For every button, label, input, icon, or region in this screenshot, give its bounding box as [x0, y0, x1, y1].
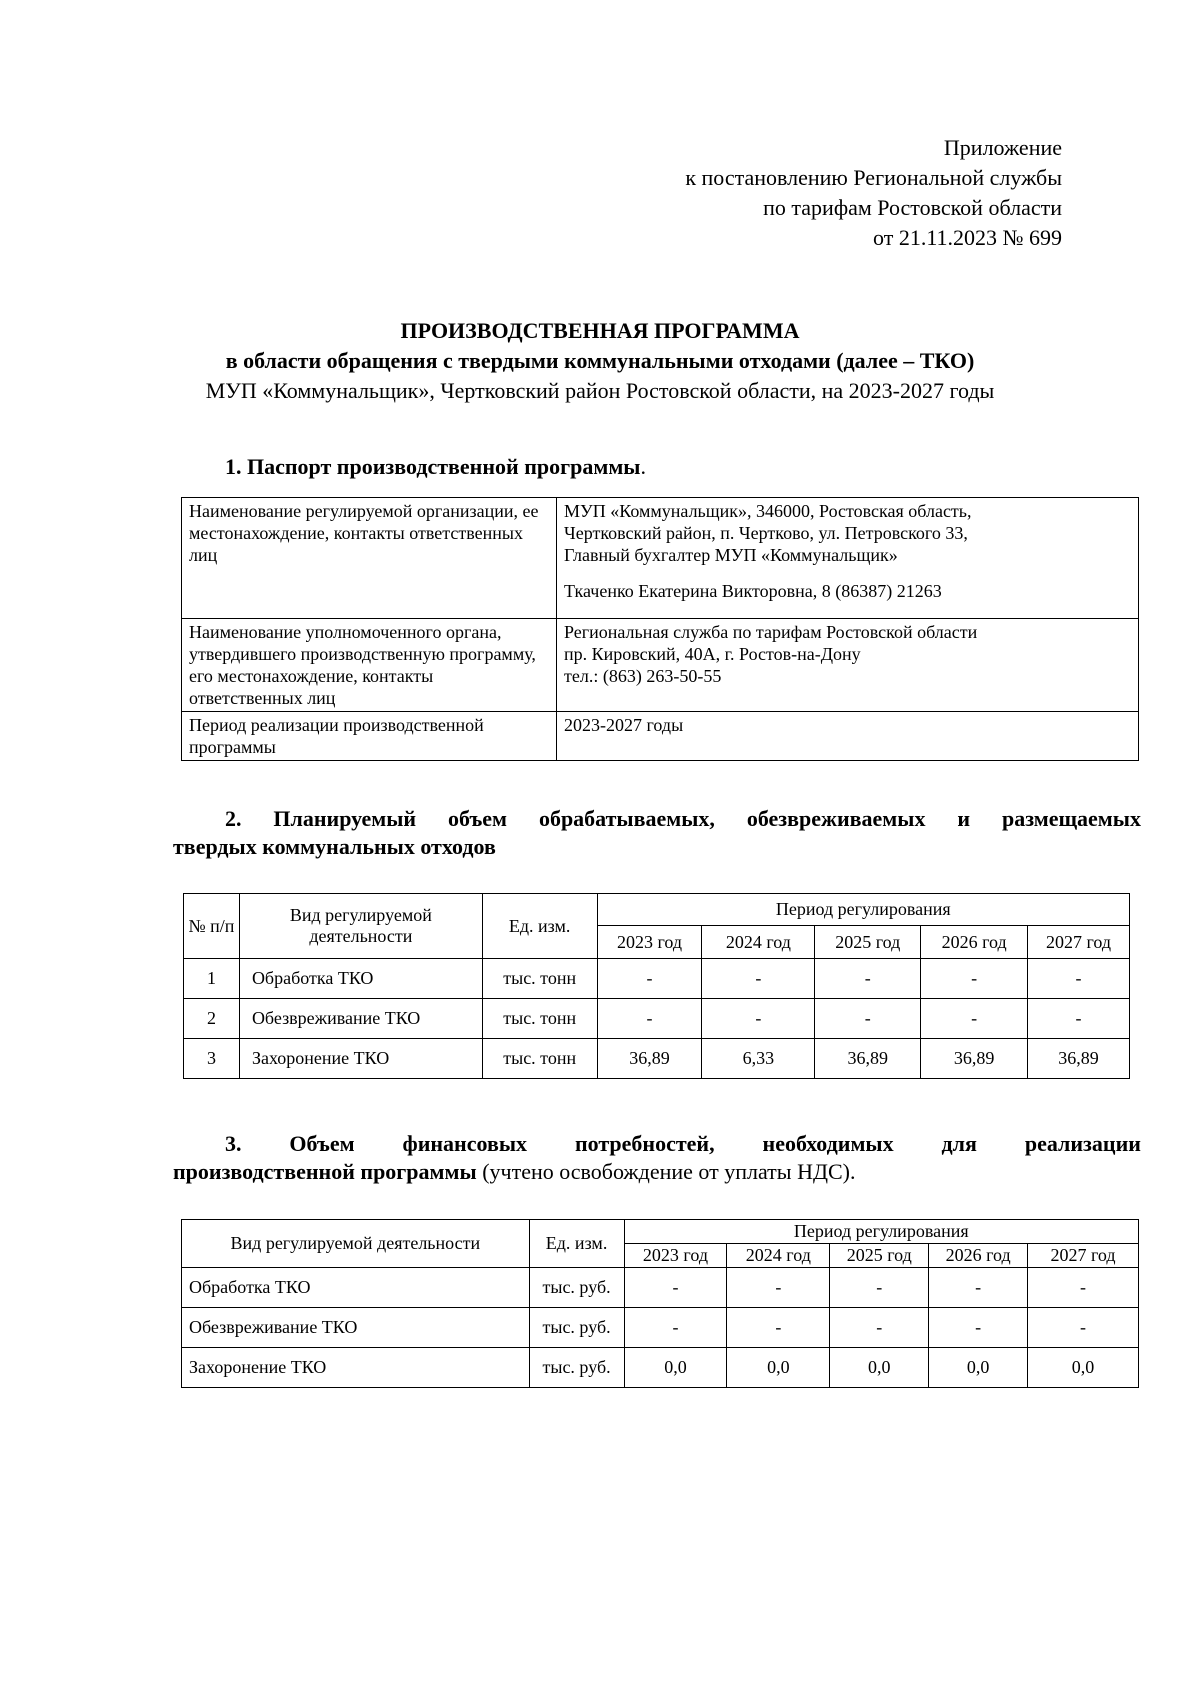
row-value: - [921, 959, 1028, 999]
row-value: - [1028, 1308, 1139, 1348]
passport-label: Наименование уполномоченного органа, утвердившего производственную программу, его местонахождение, контакты ответственных лиц [182, 619, 557, 712]
heading-rest-part: (учтено освобождение от уплаты НДС). [476, 1159, 856, 1184]
col-unit-header: Ед. изм. [482, 894, 597, 959]
row-activity: Захоронение ТКО [182, 1348, 530, 1388]
table-row [184, 1039, 1130, 1079]
year-header: 2024 год [727, 1244, 830, 1268]
passport-value [557, 619, 1139, 712]
section-3-heading-line [173, 1130, 1141, 1158]
heading-word: объем [448, 806, 508, 831]
year-header: 2025 год [830, 1244, 929, 1268]
row-value: - [624, 1268, 727, 1308]
year-header: 2023 год [597, 926, 702, 959]
annex-line: Приложение [943, 135, 1062, 160]
table-header-row [184, 894, 1130, 926]
row-value: - [815, 999, 921, 1039]
heading-word: обезвреживаемых [746, 806, 926, 831]
table-row [182, 1308, 1139, 1348]
section-1-heading-end: . [640, 454, 646, 479]
row-value: - [727, 1268, 830, 1308]
heading-word: Объем [289, 1131, 355, 1156]
row-activity: Обработка ТКО [182, 1268, 530, 1308]
section-3-heading [173, 1130, 1141, 1186]
row-value: - [597, 959, 702, 999]
col-unit-header: Ед. изм. [529, 1220, 624, 1268]
row-unit: тыс. тонн [482, 959, 597, 999]
section-1-heading [225, 453, 646, 481]
finance-table [181, 1219, 1139, 1388]
table-row [182, 498, 1139, 619]
table-row [184, 999, 1130, 1039]
row-num: 1 [184, 959, 240, 999]
row-activity: Обезвреживание ТКО [182, 1308, 530, 1348]
year-header: 2027 год [1028, 926, 1130, 959]
row-value: 36,89 [921, 1039, 1028, 1079]
passport-value-line: МУП «Коммунальщик», 346000, Ростовская область, [564, 501, 972, 521]
row-value: - [830, 1308, 929, 1348]
row-value: - [702, 999, 815, 1039]
document-title [0, 316, 1200, 406]
passport-value-line: тел.: (863) 263-50-55 [564, 666, 722, 686]
passport-value-line: Чертковский район, п. Чертково, ул. Петровского 33, [564, 523, 968, 543]
row-value: - [702, 959, 815, 999]
col-num-header: № п/п [184, 894, 240, 959]
year-header: 2026 год [929, 1244, 1028, 1268]
section-3-heading-line [173, 1158, 1141, 1186]
row-num: 2 [184, 999, 240, 1039]
period-header: Период регулирования [624, 1220, 1139, 1244]
row-value: - [815, 959, 921, 999]
row-value: - [1028, 1268, 1139, 1308]
heading-word: 3. [225, 1131, 242, 1156]
row-value: - [727, 1308, 830, 1348]
row-unit: тыс. руб. [529, 1348, 624, 1388]
row-value: - [929, 1308, 1028, 1348]
row-value: 0,0 [727, 1348, 830, 1388]
row-value: - [921, 999, 1028, 1039]
heading-word: обрабатываемых, [538, 806, 715, 831]
row-unit: тыс. тонн [482, 999, 597, 1039]
heading-word: потребностей, [574, 1131, 715, 1156]
heading-bold-part: производственной программы [173, 1159, 477, 1184]
row-activity: Обезвреживание ТКО [239, 999, 482, 1039]
row-value: 0,0 [830, 1348, 929, 1388]
section-2-heading-line [173, 805, 1141, 833]
heading-word: реализации [1024, 1131, 1141, 1156]
row-value: - [929, 1268, 1028, 1308]
passport-value-line: пр. Кировский, 40А, г. Ростов-на-Дону [564, 644, 861, 664]
passport-value [557, 712, 1139, 761]
year-header: 2024 год [702, 926, 815, 959]
row-value: 0,0 [624, 1348, 727, 1388]
heading-word: Планируемый [273, 806, 417, 831]
passport-value-line: Ткаченко Екатерина Викторовна, 8 (86387) 21263 [564, 581, 942, 601]
year-header: 2027 год [1028, 1244, 1139, 1268]
row-value: 36,89 [597, 1039, 702, 1079]
row-unit: тыс. тонн [482, 1039, 597, 1079]
year-header: 2026 год [921, 926, 1028, 959]
passport-value [557, 498, 1139, 619]
heading-word: необходимых [762, 1131, 894, 1156]
col-activity-header: Вид регулируемой деятельности [182, 1220, 530, 1268]
title-line: в области обращения с твердыми коммунальными отходами (далее – ТКО) [225, 348, 975, 373]
table-header-row [182, 1220, 1139, 1244]
table-row [184, 959, 1130, 999]
annex-line: по тарифам Ростовской области [763, 195, 1062, 220]
year-header: 2025 год [815, 926, 921, 959]
row-value: 36,89 [1028, 1039, 1130, 1079]
section-2-heading [173, 805, 1141, 861]
heading-word: и [957, 806, 971, 831]
passport-label: Наименование регулируемой организации, ее местонахождение, контакты ответственных лиц [182, 498, 557, 619]
col-activity-header: Вид регулируемой деятельности [239, 894, 482, 959]
volume-table [183, 893, 1130, 1079]
row-value: 36,89 [815, 1039, 921, 1079]
heading-word: финансовых [402, 1131, 528, 1156]
annex-line: к постановлению Региональной службы [685, 165, 1062, 190]
row-value: - [624, 1308, 727, 1348]
row-unit: тыс. руб. [529, 1268, 624, 1308]
row-num: 3 [184, 1039, 240, 1079]
title-line: МУП «Коммунальщик», Чертковский район Ростовской области, на 2023-2027 годы [205, 378, 995, 403]
title-line: ПРОИЗВОДСТВЕННАЯ ПРОГРАММА [400, 318, 800, 343]
row-value: - [597, 999, 702, 1039]
period-header: Период регулирования [597, 894, 1129, 926]
passport-value-line: Главный бухгалтер МУП «Коммунальщик» [564, 545, 898, 565]
passport-value-line: Региональная служба по тарифам Ростовской области [564, 622, 978, 642]
annex-header [685, 133, 1062, 253]
table-row [182, 1348, 1139, 1388]
passport-label: Период реализации производственной программы [182, 712, 557, 761]
table-row [182, 619, 1139, 712]
heading-word: 2. [225, 806, 242, 831]
passport-value-line: 2023-2027 годы [564, 715, 684, 735]
year-header: 2023 год [624, 1244, 727, 1268]
row-value: 6,33 [702, 1039, 815, 1079]
row-value: - [1028, 959, 1130, 999]
row-activity: Захоронение ТКО [239, 1039, 482, 1079]
row-value: 0,0 [1028, 1348, 1139, 1388]
row-value: - [1028, 999, 1130, 1039]
row-activity: Обработка ТКО [239, 959, 482, 999]
row-value: 0,0 [929, 1348, 1028, 1388]
row-value: - [830, 1268, 929, 1308]
section-2-heading-line: твердых коммунальных отходов [173, 834, 496, 859]
heading-word: для [941, 1131, 977, 1156]
table-row [182, 1268, 1139, 1308]
section-1-heading-text: 1. Паспорт производственной программы [225, 454, 641, 479]
row-unit: тыс. руб. [529, 1308, 624, 1348]
annex-line: от 21.11.2023 № 699 [873, 225, 1062, 250]
table-row [182, 712, 1139, 761]
passport-table [181, 497, 1139, 761]
heading-word: размещаемых [1001, 806, 1141, 831]
